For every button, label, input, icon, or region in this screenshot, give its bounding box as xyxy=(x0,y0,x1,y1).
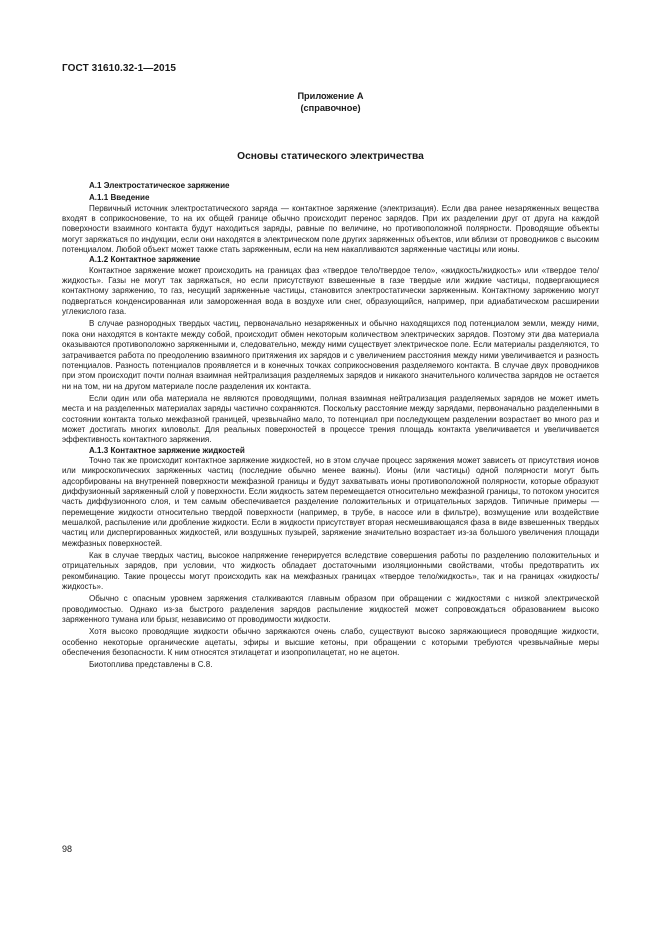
paragraph: Обычно с опасным уровнем заряжения сталкиваются главным образом при обращении с жидкостями с низкой электрической проводимостью. Однако из-за быстрого разделения зарядов распыление жидкостей может сопровождаться образованием высоко заряженного тумана или брызг, независимо от проводимости жидкости. xyxy=(62,594,599,625)
paragraph: Первичный источник электростатического заряда — контактное заряжение (электризация). Если два ранее незаряженных вещества входят в соприкосновение, то на их общей границе обычно происходит перенос зарядов. При их разделении друг от друга на каждой поверхности взаимного контакта будут находиться заряды, равные по величине, но противоположной полярности. Проводящие объекты могут заряжаться по индукции, если они находятся в электрическом поле других заряженных объектов, или вблизи от проводников с высоким потенциалом. Любой объект может также стать заряженным, если на нем накапливаются заряженные частицы или ионы. xyxy=(62,203,599,255)
paragraph: Как в случае твердых частиц, высокое напряжение генерируется вследствие совершения работы по разделению положительных и отрицательных зарядов, при условии, что жидкость обладает достаточными изоляционными свойствами, чтобы предотвратить их рекомбинацию. Такие процессы могут происходить как на межфазных границах «твердое тело/жидкость», так и на границах «жидкость/жидкость». xyxy=(62,551,599,592)
standard-header: ГОСТ 31610.32-1—2015 xyxy=(62,63,177,74)
appendix-heading xyxy=(0,90,661,114)
appendix-title: Приложение А xyxy=(297,91,364,101)
paragraph: Если один или оба материала не являются проводящими, полная взаимная нейтрализация разделяемых зарядов не может иметь места и на разделенных материалах заряды частично сохраняются. Поскольку расстояние между зарядами, первоначально разделенными в состоянии контакта только межфазной границей, чрезвычайно мало, то потенциал при последующем разделении возрастает во много раз и может достигать многих киловольт. Для реальных поверхностей в процессе трения площадь контакта увеличивается и увеличивается эффективность контактного заряжения. xyxy=(62,393,599,445)
paragraph: Биотоплива представлены в С.8. xyxy=(89,660,213,670)
document-body xyxy=(62,181,599,671)
section-heading-a11: А.1.1 Введение xyxy=(89,193,150,203)
paragraph: Контактное заряжение может происходить на границах фаз «твердое тело/твердое тело», «жидкость/жидкость» или «твердое тело/жидкость». Газы не могут так заряжаться, но если присутствуют взвешенные в газе твердые или жидкие частицы, подвергающиеся контактному заряжению, то газ, несущий заряженные частицы, становится электростатически заряженным. Контактному заряжению могут подвергаться конденсированная или замороженная вода в воздухе или снег, образующийся, например, при адиабатическом расширении углекислого газа. xyxy=(62,265,599,317)
page-title: Основы статического электричества xyxy=(237,151,424,162)
paragraph: В случае разнородных твердых частиц, первоначально незаряженных и обычно находящихся под потенциалом земли, между ними, пока они находятся в контакте между собой, происходит обмен некоторым количеством электрических зарядов. Поэтому эти два материала оказываются противоположно заряженными и, следовательно, между ними существует электрическое поле. Если материалы разделяются, то затрачивается работа по преодолению взаимного притяжения их зарядов и с увеличением расстояния между ними увеличивается и разность потенциалов. Разность потенциалов проявляется и в конечных точках соприкосновения разделяемого контакта. В случае двух проводников при этом происходит почти полная взаимная нейтрализация разделяемых зарядов и никакого значительного количества зарядов не остается ни на том, ни на другом материале после разделения их контакта. xyxy=(62,319,599,391)
paragraph: Точно так же происходит контактное заряжение жидкостей, но в этом случае процесс заряжения может зависеть от присутствия ионов или микроскопических заряженных частиц (последние обычно менее важны). Ионы (или частицы) одной полярности могут быть адсорбированы на внутренней поверхности межфазной границы и будут захватывать ионы противоположной полярности, которые образуют диффузионный заряженный слой у поверхности. Если жидкость затем перемещается относительно межфазной границы, то потоком уносится часть диффузионного слоя, и тем самым обеспечивается разделение положительных и отрицательных зарядов. Типичные примеры — перемещение жидкости относительно твердой поверхности (например, в трубе, в насосе или в фильтре), возмущение или воздействие мешалкой, распыление или дробление жидкости. Если в жидкости присутствует вторая несмешивающаяся фаза в виде взвешенных твердых частиц или диспергированных жидкостей, или воздушных пузырей, заряжение значительно возрастает из-за большого увеличения площади межфазных поверхностей. xyxy=(62,455,599,548)
page-number: 98 xyxy=(62,844,73,854)
appendix-subtitle: (справочное) xyxy=(300,103,361,113)
section-heading-a13: А.1.3 Контактное заряжение жидкостей xyxy=(89,445,245,455)
paragraph: Хотя высоко проводящие жидкости обычно заряжаются очень слабо, существуют высоко заряжающиеся проводящие жидкости, особенно некоторые органические ацетаты, эфиры и высшие кетоны, при обращении с которыми требуются чрезвычайные меры обеспечения безопасности. К ним относятся этилацетат и изопропилацетат, но не ацетон. xyxy=(62,627,599,658)
section-heading-a12: А.1.2 Контактное заряжение xyxy=(89,255,201,265)
section-heading-a1: А.1 Электростатическое заряжение xyxy=(89,181,230,190)
